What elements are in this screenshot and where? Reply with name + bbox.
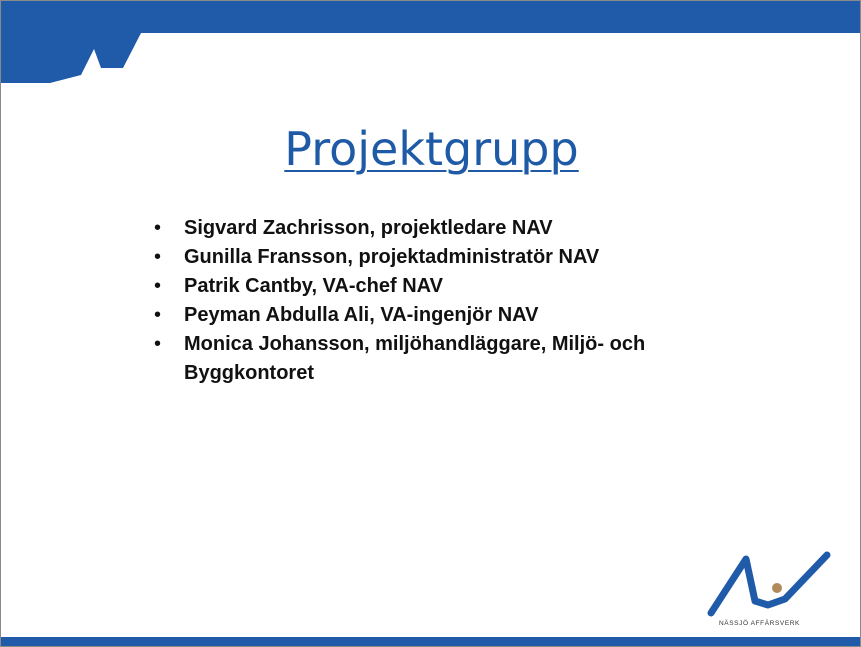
bullet-text: Sigvard Zachrisson, projektledare NAV <box>184 217 553 239</box>
bullet-text: Peyman Abdulla Ali, VA-ingenjör NAV <box>184 304 539 326</box>
bullet-text: Patrik Cantby, VA-chef NAV <box>184 275 443 297</box>
bullet-icon: • <box>154 333 162 355</box>
bullet-icon: • <box>154 275 162 297</box>
bottom-banner-icon <box>1 637 861 647</box>
bullet-text: Monica Johansson, miljöhandläggare, Miljö- och Byggkontoret <box>184 333 646 384</box>
list-item <box>151 214 711 243</box>
bullet-icon: • <box>154 304 162 326</box>
list-item <box>151 301 711 330</box>
nav-logo-icon <box>691 547 841 629</box>
top-banner-icon <box>1 1 861 83</box>
slide-title: Projektgrupp <box>284 122 579 176</box>
bullet-icon: • <box>154 246 162 268</box>
list-item <box>151 272 711 301</box>
bullet-icon: • <box>154 217 162 239</box>
list-item <box>151 330 711 388</box>
bullet-list <box>151 214 711 388</box>
bullet-text: Gunilla Fransson, projektadministratör NAV <box>184 246 600 268</box>
logo-caption: NÄSSJÖ AFFÄRSVERK <box>719 620 800 627</box>
list-item <box>151 243 711 272</box>
